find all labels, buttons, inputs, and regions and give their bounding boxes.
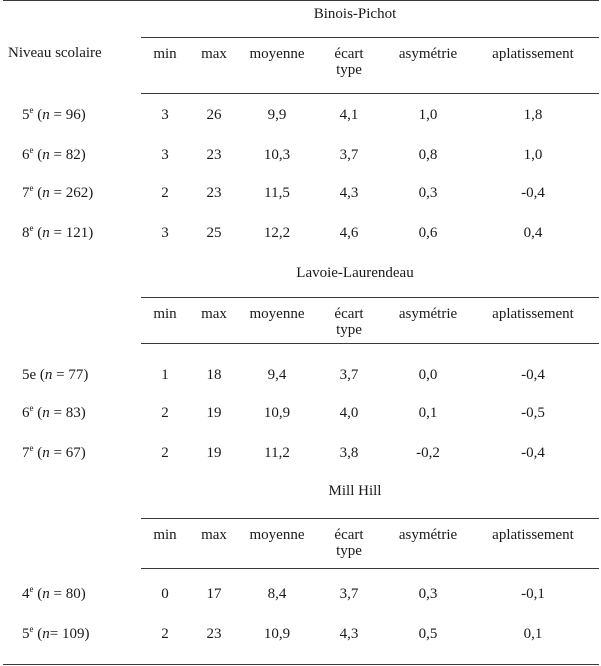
- table-cell: 0,3: [418, 586, 438, 602]
- column-header: min: [153, 46, 177, 62]
- table-cell: 4,6: [339, 225, 359, 241]
- table-cell: 25: [206, 225, 222, 241]
- table-cell: 3: [161, 107, 169, 123]
- table-cell: 12,2: [263, 225, 291, 241]
- table-cell: 9,4: [267, 367, 287, 383]
- table-cell: 17: [206, 586, 222, 602]
- row-header-label: Niveau scolaire: [8, 45, 102, 61]
- column-header: moyenne: [249, 46, 305, 62]
- table-cell: -0,4: [521, 185, 545, 201]
- row-label: 4e (n = 80): [22, 584, 86, 602]
- table-cell: 4,0: [339, 405, 359, 421]
- column-header: max: [201, 527, 227, 543]
- table-cell: 18: [206, 367, 222, 383]
- row-label: 5e (n = 96): [22, 105, 86, 123]
- section-title: Lavoie-Laurendeau: [296, 265, 414, 281]
- column-header: écart type: [334, 527, 364, 559]
- table-cell: 0,6: [418, 225, 438, 241]
- section-title: Binois-Pichot: [313, 6, 397, 22]
- column-header: min: [153, 527, 177, 543]
- column-header: asymétrie: [398, 527, 458, 543]
- table-cell: 19: [206, 405, 222, 421]
- table-cell: 0,4: [523, 225, 543, 241]
- table-cell: 9,9: [267, 107, 287, 123]
- table-cell: -0,5: [521, 405, 545, 421]
- table-cell: 11,2: [264, 445, 290, 461]
- table-cell: -0,1: [521, 586, 545, 602]
- table-cell: 8,4: [267, 586, 287, 602]
- section-header-top-rule: [141, 297, 599, 298]
- table-cell: 11,5: [264, 185, 290, 201]
- row-label: 6e (n = 82): [22, 145, 86, 163]
- table-cell: 1,0: [418, 107, 438, 123]
- table-cell: 0: [161, 586, 169, 602]
- column-header: max: [201, 46, 227, 62]
- table-cell: 1,0: [523, 147, 543, 163]
- table-cell: 3: [161, 147, 169, 163]
- column-header: aplatissement: [492, 46, 574, 62]
- table-cell: 3: [161, 225, 169, 241]
- column-header: min: [153, 306, 177, 322]
- row-label: 6e (n = 83): [22, 403, 86, 421]
- table-cell: 4,1: [339, 107, 359, 123]
- table-top-rule: [3, 0, 599, 1]
- table-cell: 3,7: [339, 586, 359, 602]
- row-label: 5e (n= 109): [22, 624, 90, 642]
- table-cell: 0,5: [418, 626, 438, 642]
- column-header: max: [201, 306, 227, 322]
- table-cell: 0,1: [523, 626, 543, 642]
- table-cell: 2: [161, 626, 169, 642]
- column-header: asymétrie: [398, 306, 458, 322]
- row-label: 7e (n = 67): [22, 443, 86, 461]
- table-cell: 10,3: [263, 147, 291, 163]
- table-cell: 2: [161, 185, 169, 201]
- table-cell: 0,3: [418, 185, 438, 201]
- section-title: Mill Hill: [328, 483, 382, 499]
- table-cell: 3,8: [339, 445, 359, 461]
- column-header: aplatissement: [492, 306, 574, 322]
- table-bottom-rule: [3, 664, 599, 665]
- table-cell: 3,7: [339, 147, 359, 163]
- row-label: 8e (n = 121): [22, 223, 94, 241]
- table-cell: 26: [206, 107, 222, 123]
- table-cell: -0,2: [416, 445, 440, 461]
- table-cell: -0,4: [521, 367, 545, 383]
- table-cell: 4,3: [339, 626, 359, 642]
- column-header: moyenne: [249, 306, 305, 322]
- row-label: 5e (n = 77): [22, 367, 89, 383]
- table-cell: 10,9: [263, 405, 291, 421]
- table-cell: 0,8: [418, 147, 438, 163]
- section-header-bottom-rule: [141, 93, 599, 94]
- table-cell: 19: [206, 445, 222, 461]
- table-cell: 0,1: [418, 405, 438, 421]
- table-cell: 0,0: [418, 367, 438, 383]
- row-label: 7e (n = 262): [22, 183, 94, 201]
- table-cell: 23: [206, 185, 222, 201]
- table-cell: 2: [161, 405, 169, 421]
- column-header: écart type: [334, 306, 364, 338]
- table-cell: 2: [161, 445, 169, 461]
- column-header: moyenne: [249, 527, 305, 543]
- table-cell: -0,4: [521, 445, 545, 461]
- section-header-bottom-rule: [141, 343, 599, 344]
- column-header: écart type: [334, 46, 364, 78]
- table-cell: 4,3: [339, 185, 359, 201]
- table-cell: 1: [161, 367, 169, 383]
- section-header-top-rule: [141, 518, 599, 519]
- table-cell: 23: [206, 147, 222, 163]
- column-header: aplatissement: [492, 527, 574, 543]
- table-cell: 3,7: [339, 367, 359, 383]
- section-header-top-rule: [141, 37, 599, 38]
- table-cell: 10,9: [263, 626, 291, 642]
- table-cell: 1,8: [523, 107, 543, 123]
- section-header-bottom-rule: [141, 568, 599, 569]
- column-header: asymétrie: [398, 46, 458, 62]
- table-cell: 23: [206, 626, 222, 642]
